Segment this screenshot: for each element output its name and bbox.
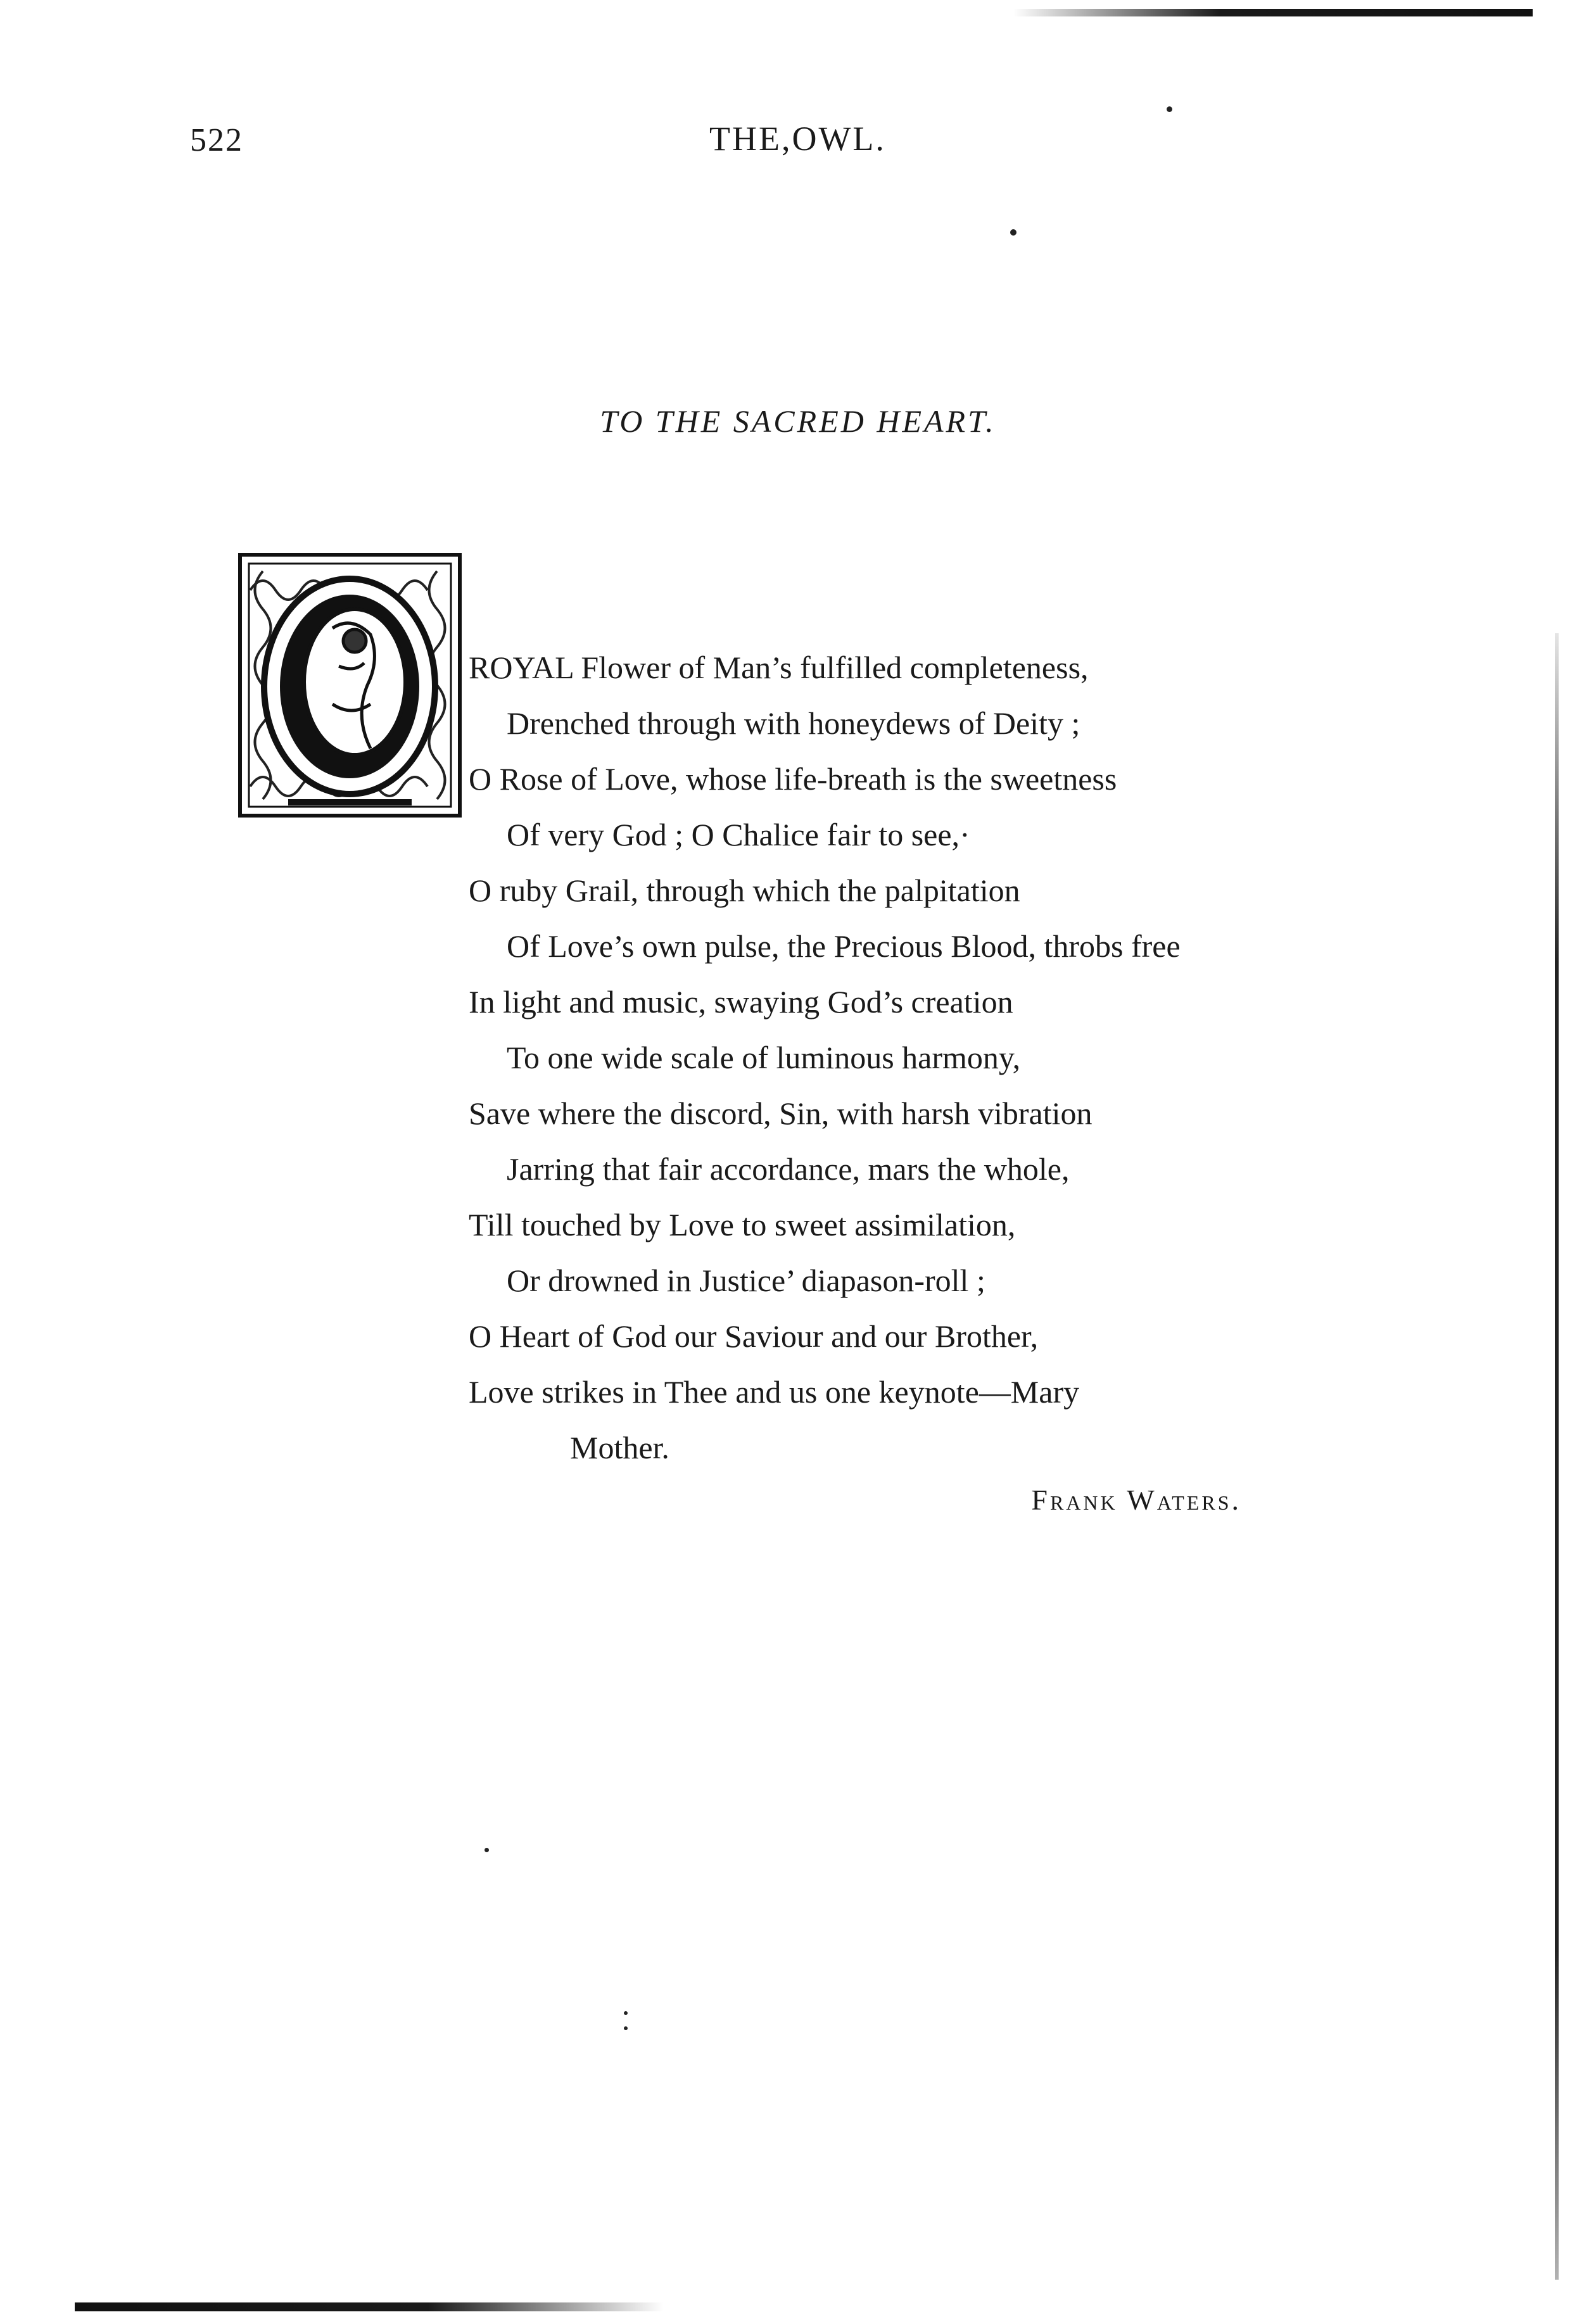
poem-line: O Rose of Love, whose life-breath is the sweetness	[469, 761, 1117, 797]
poem-line: Till touched by Love to sweet assimilation,	[469, 1207, 1016, 1242]
poem-line: To one wide scale of luminous harmony,	[507, 1040, 1021, 1075]
poem-line: Jarring that fair accordance, mars the whole,	[507, 1151, 1070, 1187]
scan-speck	[624, 2026, 628, 2030]
poem-line: Of very God ; O Chalice fair to see,·	[507, 817, 970, 852]
scan-speck	[624, 2011, 628, 2015]
poem-line: Save where the discord, Sin, with harsh vibration	[469, 1096, 1092, 1131]
author-signature: Frank Waters.	[1031, 1484, 1241, 1516]
poem-line: O Heart of God our Saviour and our Brother,	[469, 1318, 1039, 1354]
poem-line: Love strikes in Thee and us one keynote—Mary	[469, 1374, 1080, 1410]
poem-line: ROYAL Flower of Man’s fulfilled completeness,	[469, 650, 1089, 685]
poem-line: Of Love’s own pulse, the Precious Blood, throbs free	[507, 928, 1181, 964]
ornamental-initial	[238, 552, 462, 818]
poem-line: O ruby Grail, through which the palpitation	[469, 873, 1020, 908]
page-number: 522	[190, 122, 243, 158]
poem-line: In light and music, swaying God’s creation	[469, 984, 1013, 1020]
scan-edge-right	[1555, 633, 1559, 2280]
poem-line: Mother.	[570, 1430, 669, 1465]
scan-speck	[1167, 106, 1172, 112]
scan-speck	[1010, 229, 1016, 236]
running-head: THE,OWL.	[709, 120, 886, 158]
scan-speck	[484, 1848, 489, 1852]
scan-border-top	[1013, 9, 1533, 16]
poem-line: Drenched through with honeydews of Deity ;	[507, 705, 1080, 741]
poem-body	[469, 640, 1254, 1475]
scan-border-bottom	[75, 2302, 664, 2311]
poem-title: TO THE SACRED HEART.	[600, 403, 996, 439]
poem-line: Or drowned in Justice’ diapason-roll ;	[507, 1263, 985, 1298]
